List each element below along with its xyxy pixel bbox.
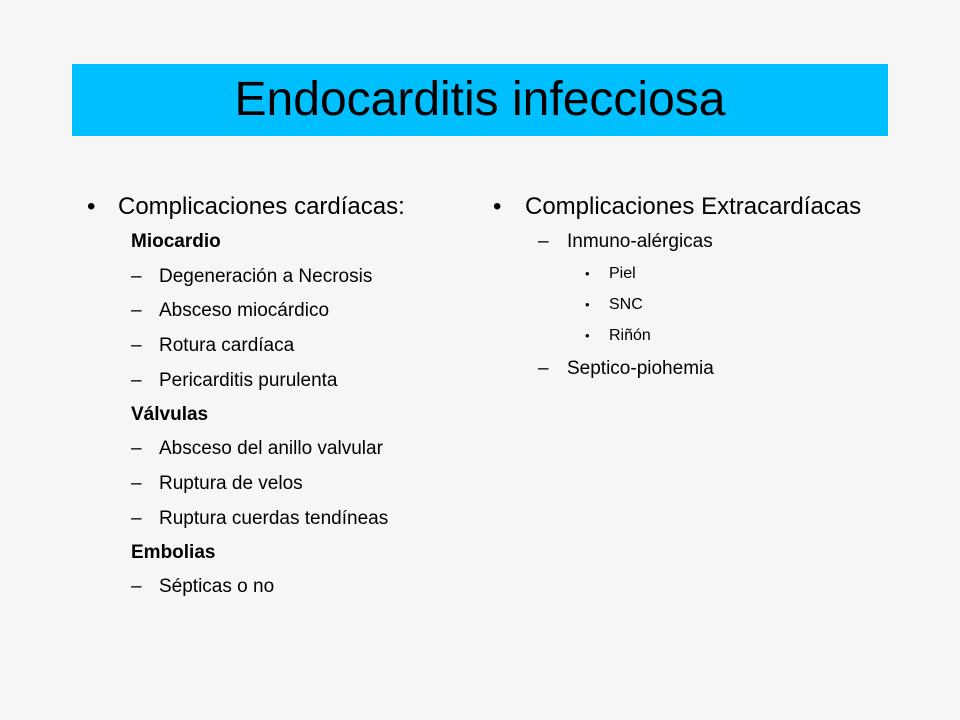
dash-icon: – — [131, 473, 142, 494]
bullet-icon: • — [585, 266, 590, 281]
title-band — [72, 64, 888, 136]
bullet-icon: • — [585, 297, 590, 312]
dash-icon: – — [131, 438, 142, 459]
dash-icon: – — [131, 508, 142, 529]
slide-title: Endocarditis infecciosa — [234, 73, 726, 126]
list-item: Rotura cardíaca — [159, 335, 295, 356]
list-item: Ruptura de velos — [159, 473, 303, 494]
list-item: Sépticas o no — [159, 576, 275, 597]
list-item: Inmuno-alérgicas — [567, 231, 713, 252]
bullet-icon: • — [493, 193, 502, 220]
list-item: Absceso del anillo valvular — [159, 438, 383, 459]
list-item: Absceso miocárdico — [159, 300, 330, 321]
list-item: Pericarditis purulenta — [159, 370, 338, 391]
list-item: Ruptura cuerdas tendíneas — [159, 508, 389, 529]
group-title-valvulas: Válvulas — [131, 404, 209, 425]
group-title-embolias: Embolias — [131, 542, 216, 563]
dash-icon: – — [131, 576, 142, 597]
list-item: Riñón — [609, 327, 651, 344]
list-item: SNC — [609, 296, 643, 313]
dash-icon: – — [538, 358, 549, 379]
right-heading: Complicaciones Extracardíacas — [525, 193, 862, 220]
list-item: Piel — [609, 265, 636, 282]
bullet-icon: • — [585, 328, 590, 343]
dash-icon: – — [131, 266, 142, 287]
dash-icon: – — [131, 300, 142, 321]
left-heading: Complicaciones cardíacas: — [118, 193, 405, 220]
list-item: Septico-piohemia — [567, 358, 714, 379]
dash-icon: – — [131, 370, 142, 391]
dash-icon: – — [538, 231, 549, 252]
group-title-miocardio: Miocardio — [131, 231, 221, 252]
bullet-icon: • — [87, 193, 96, 220]
list-item: Degeneración a Necrosis — [159, 266, 373, 287]
dash-icon: – — [131, 335, 142, 356]
